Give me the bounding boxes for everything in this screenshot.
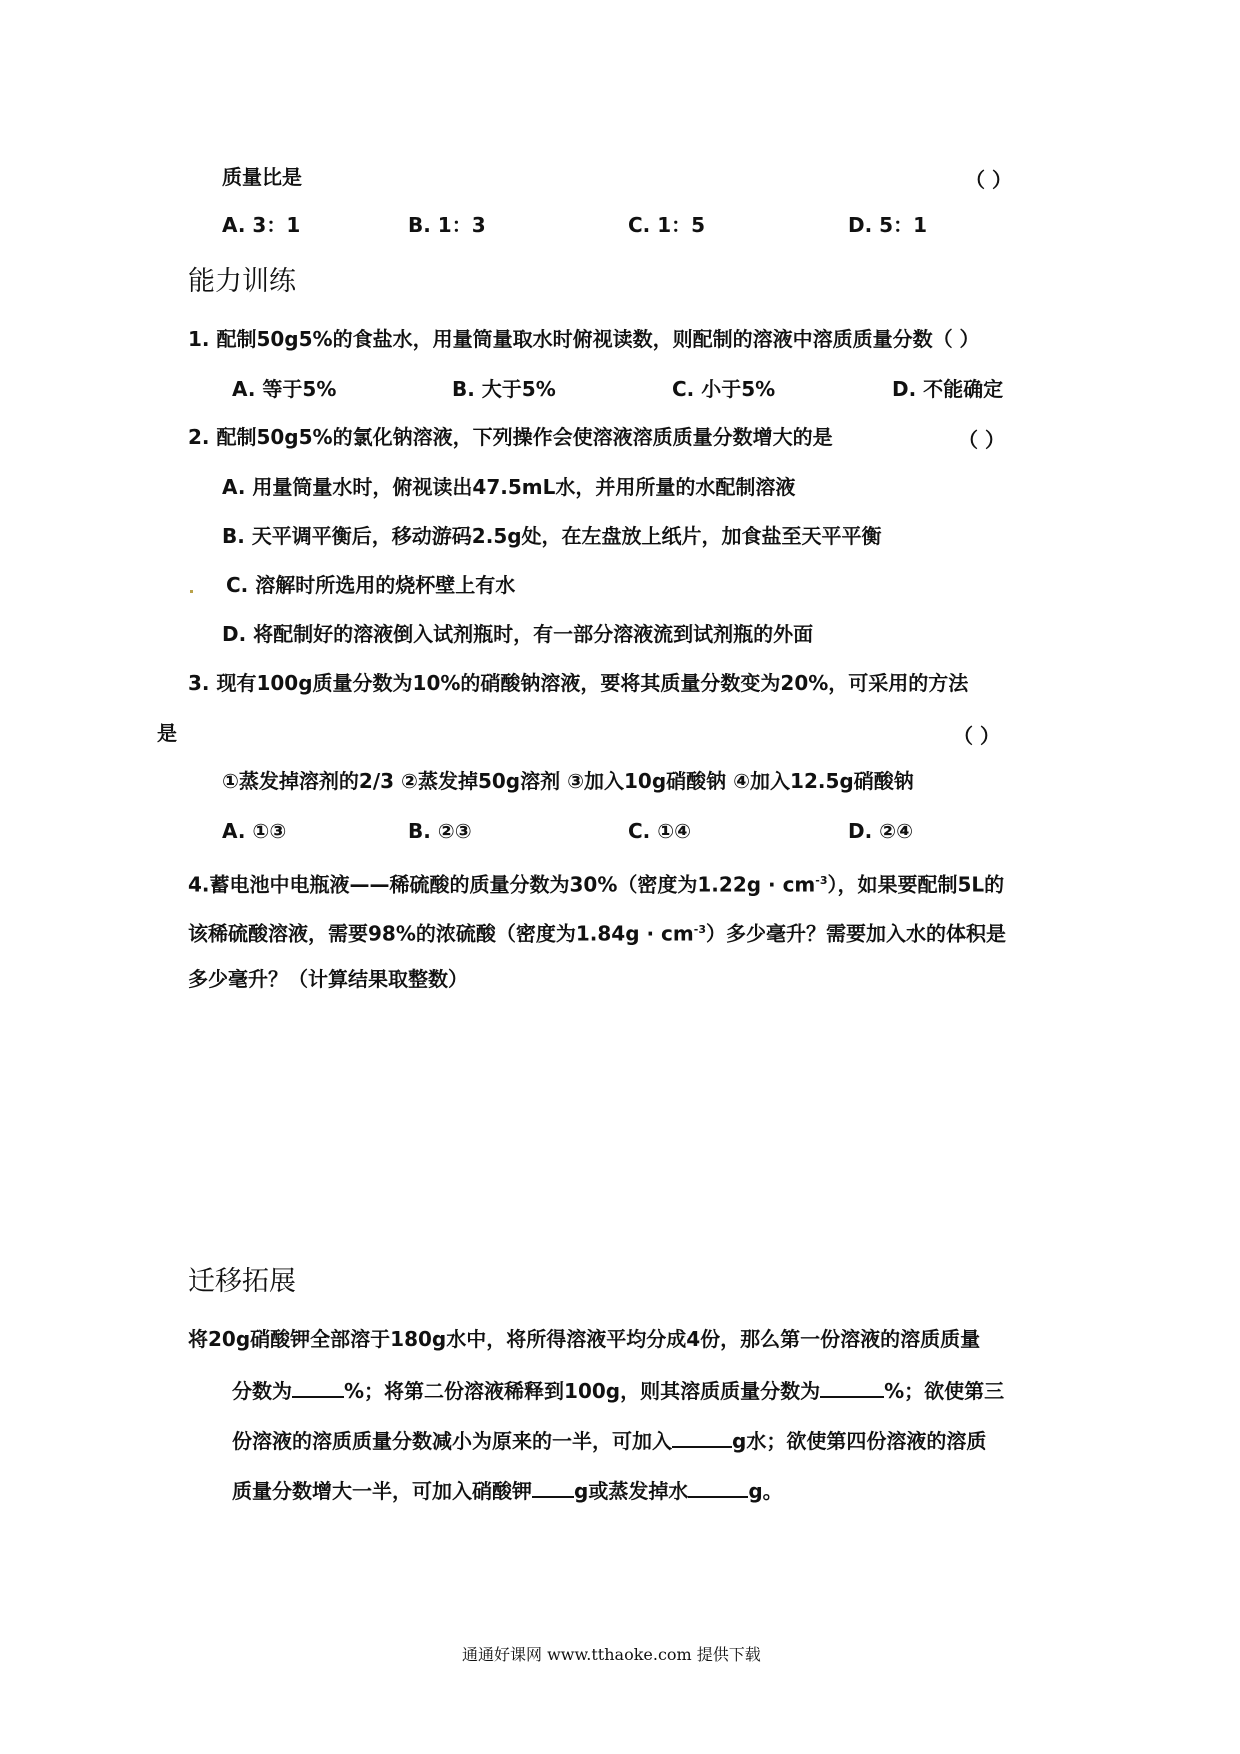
stray-mark xyxy=(190,590,193,593)
q2-option-b: B. 天平调平衡后，移动游码2.5g处，在左盘放上纸片，加食盐至天平平衡 xyxy=(222,524,882,548)
q3-answer-parenthesis: （ ） xyxy=(953,724,1000,748)
section-title-transfer-extension: 迁移拓展 xyxy=(188,1266,296,1297)
question-4-line-1: 4.蓄电池中电瓶液——稀硫酸的质量分数为30%（密度为$1.22g \cdot cm^{-3}$），如果要配制5L的 xyxy=(188,872,1005,897)
answer-parenthesis: （ ） xyxy=(965,168,1012,192)
question-stem-continued: 质量比是 xyxy=(222,165,302,189)
option-b: B. 1：3 xyxy=(408,213,486,237)
superscript: -3 xyxy=(693,923,706,936)
option-a: A. 3：1 xyxy=(222,213,301,237)
fill-blank-4[interactable] xyxy=(532,1476,574,1498)
question-2-stem: 2. 配制50g5%的氯化钠溶液，下列操作会使溶液溶质质量分数增大的是 xyxy=(188,425,833,449)
q1-option-a: A. 等于5% xyxy=(232,377,337,401)
q3-option-d: D. ②④ xyxy=(848,819,914,843)
q1-option-c: C. 小于5% xyxy=(672,377,776,401)
question-3-stem: 3. 现有100g质量分数为10%的硝酸钠溶液，要将其质量分数变为20%，可采用的方法 xyxy=(188,671,969,695)
fill-blank-3[interactable] xyxy=(672,1426,732,1448)
q2-option-c: C. 溶解时所选用的烧杯壁上有水 xyxy=(226,573,516,597)
q1-option-b: B. 大于5% xyxy=(452,377,556,401)
fill-blank-5[interactable] xyxy=(688,1476,748,1498)
q3-option-a: A. ①③ xyxy=(222,819,287,843)
q2-option-d: D. 将配制好的溶液倒入试剂瓶时，有一部分溶液流到试剂瓶的外面 xyxy=(222,622,814,646)
extension-line-4: 质量分数增大一半，可加入硝酸钾 g或蒸发掉水 g。 xyxy=(232,1476,783,1504)
option-c: C. 1：5 xyxy=(628,213,706,237)
question-1-stem: 1. 配制50g5%的食盐水，用量筒量取水时俯视读数，则配制的溶液中溶质质量分数（ ） xyxy=(188,327,980,351)
q2-answer-parenthesis: （ ） xyxy=(958,428,1005,452)
q3-option-c: C. ①④ xyxy=(628,819,692,843)
footer-source: 通通好课网 www.tthaoke.com 提供下载 xyxy=(462,1645,761,1664)
extension-line-2: 分数为 %；将第二份溶液稀释到100g，则其溶质质量分数为 %；欲使第三 xyxy=(232,1376,1004,1404)
option-d: D. 5：1 xyxy=(848,213,927,237)
section-title-ability-training: 能力训练 xyxy=(188,266,296,297)
question-4-line-2: 该稀硫酸溶液，需要98%的浓硫酸（密度为$1.84g \cdot cm^{-3}$）多少毫升？需要加入水的体积是 xyxy=(188,921,1006,946)
fill-blank-2[interactable] xyxy=(820,1376,884,1398)
question-4-line-3: 多少毫升？（计算结果取整数） xyxy=(188,967,468,991)
q3-items: ①蒸发掉溶剂的2/3 ②蒸发掉50g溶剂 ③加入10g硝酸钠 ④加入12.5g硝酸钠 xyxy=(222,769,914,793)
question-3-stem-cont: 是 xyxy=(157,721,177,745)
extension-line-3: 份溶液的溶质质量分数减小为原来的一半，可加入 g水；欲使第四份溶液的溶质 xyxy=(232,1426,986,1454)
extension-line-1: 将20g硝酸钾全部溶于180g水中，将所得溶液平均分成4份，那么第一份溶液的溶质质量 xyxy=(188,1327,981,1351)
fill-blank-1[interactable] xyxy=(292,1376,344,1398)
q2-option-a: A. 用量筒量水时，俯视读出47.5mL水，并用所量的水配制溶液 xyxy=(222,475,796,499)
superscript: -3 xyxy=(815,874,828,887)
q3-option-b: B. ②③ xyxy=(408,819,472,843)
q1-option-d: D. 不能确定 xyxy=(892,377,1004,401)
